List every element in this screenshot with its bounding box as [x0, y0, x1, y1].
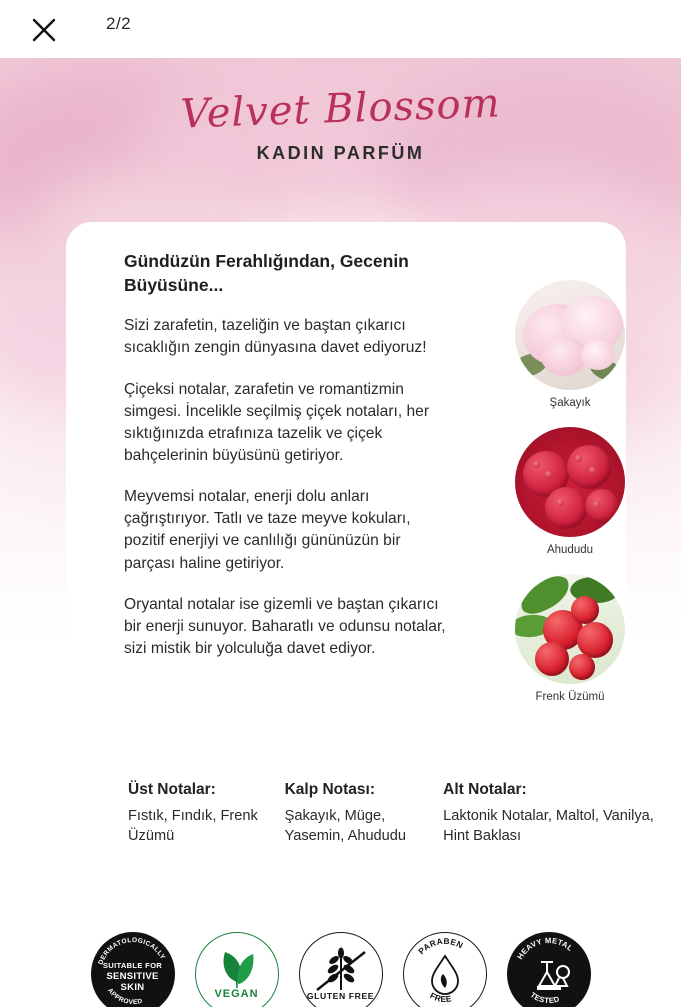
page-counter: 2/2 [106, 14, 132, 33]
note-item [505, 280, 635, 409]
currant-image [515, 574, 625, 684]
svg-text:FREE: FREE [427, 990, 453, 1005]
pyramid-title: Üst Notalar: [128, 781, 216, 798]
note-caption: Ahududu [546, 544, 594, 556]
close-button[interactable] [24, 10, 64, 50]
description-paragraph: Çiçeksi notalar, zarafetin ve romantizmin simgesi. İncelikle seçilmiş çiçek notaları, her sıktığınızda etrafınıza tazelik ve çiçek bahçelerinin büyüsünü getiriyor. [124, 380, 430, 464]
pyramid-body: Şakayık, Müge, Yasemin, Ahududu [284, 808, 407, 845]
svg-text:APPROVED: APPROVED [105, 987, 144, 1007]
badge-label: VEGAN [214, 988, 259, 1000]
pyramid-body: Fıstık, Fındık, Frenk Üzümü [128, 808, 258, 845]
description-heading: Gündüzün Ferahlığından, Gecenin Büyüsüne... [124, 251, 409, 295]
raspberry-image [515, 427, 625, 537]
vegan-badge [195, 932, 279, 1007]
note-item [505, 427, 635, 556]
note-ingredient-list [505, 280, 635, 721]
description-block [124, 250, 454, 660]
svg-text:PARABEN: PARABEN [415, 935, 465, 957]
description-paragraph: Oryantal notalar ise gizemli ve baştan çıkarıcı bir enerji sunuyor. Baharatlı ve odunsu notalar, sizi mistik bir yolculuğa davet ediyor. [124, 595, 446, 657]
pyramid-title: Alt Notalar: [443, 781, 527, 798]
fragrance-pyramid [0, 780, 681, 846]
paraben-free-badge [403, 932, 487, 1007]
product-subtitle: KADIN PARFÜM [256, 143, 425, 163]
pyramid-body: Laktonik Notalar, Maltol, Vanilya, Hint Baklası [443, 808, 654, 845]
heavy-metal-tested-badge [507, 932, 591, 1007]
badge-line-3: SKIN [120, 982, 145, 993]
pyramid-column-heart [285, 780, 444, 846]
note-caption: Frenk Üzümü [535, 691, 605, 703]
badge-line-2: SENSITIVE [106, 971, 159, 982]
certification-badges [0, 932, 681, 1007]
product-poster-image [0, 58, 681, 1007]
pyramid-title: Kalp Notası: [284, 781, 376, 798]
svg-text:TESTED: TESTED [528, 990, 561, 1006]
description-paragraph: Sizi zarafetin, tazeliğin ve baştan çıkarıcı sıcaklığın zengin dünyasına davet ediyoruz! [124, 317, 427, 357]
svg-text:DERMATOLOGICALLY: DERMATOLOGICALLY [96, 936, 166, 966]
peony-image [515, 280, 625, 390]
brand-name: Velvet Blossom [179, 80, 502, 138]
top-bar [0, 0, 681, 58]
note-item [505, 574, 635, 703]
close-icon [30, 16, 58, 44]
pyramid-column-base [443, 780, 681, 846]
gluten-free-badge [299, 932, 383, 1007]
note-caption: Şakayık [549, 397, 591, 409]
badge-label: GLUTEN FREE [306, 991, 375, 1001]
svg-text:HEAVY METAL: HEAVY METAL [514, 935, 575, 961]
pyramid-column-top [128, 780, 285, 846]
badge-line-1: SUITABLE FOR [102, 961, 163, 970]
sensitive-skin-badge [91, 932, 175, 1007]
description-paragraph: Meyvemsi notalar, enerji dolu anları çağrıştırıyor. Tatlı ve taze meyve kokuları, pozitif enerjiyi ve canlılığı gününüzün bir parçası haline getiriyor. [124, 488, 411, 572]
